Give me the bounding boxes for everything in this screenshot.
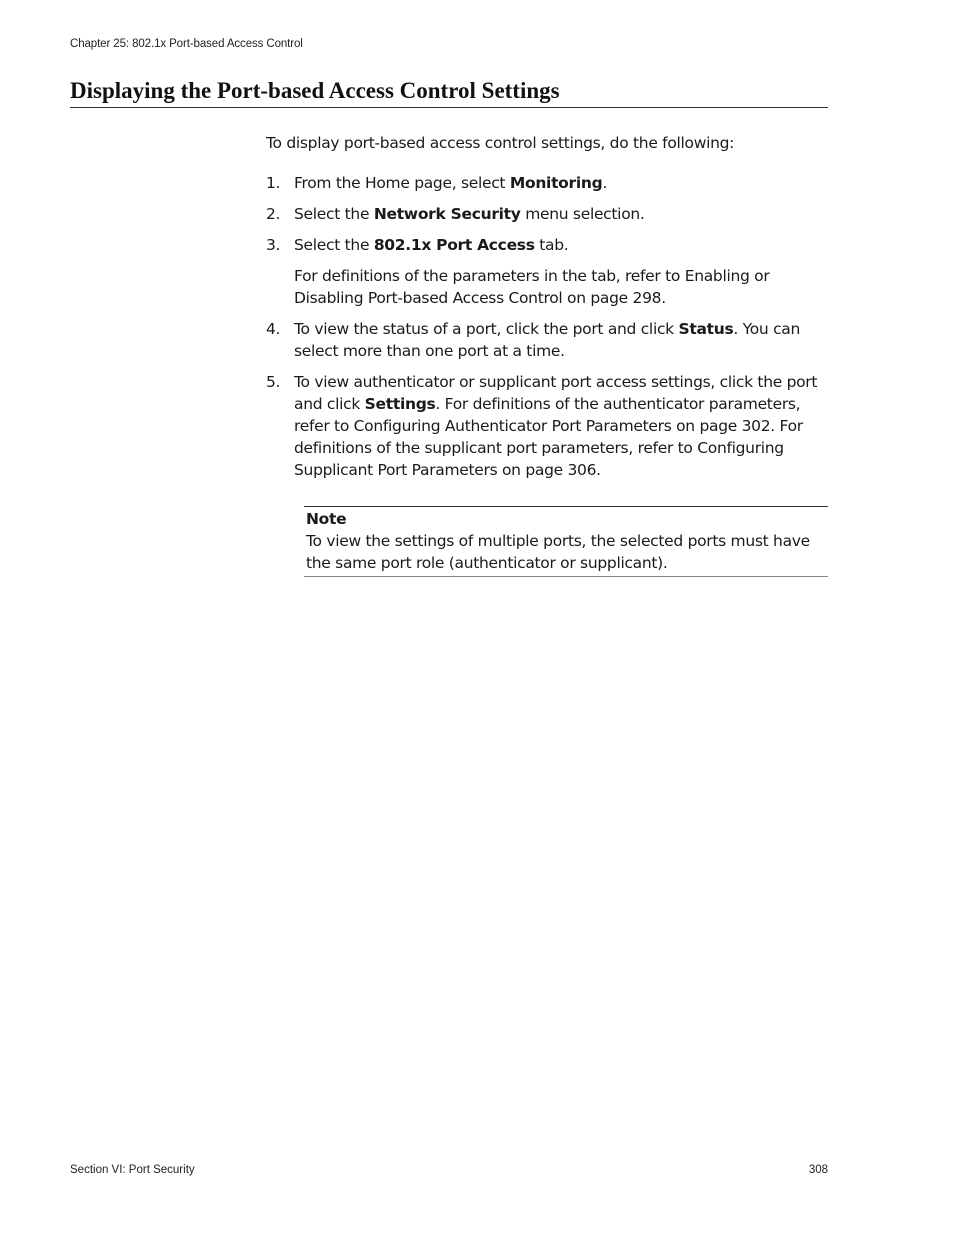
step-text: To view the status of a port, click the port and click (294, 320, 679, 338)
step-text: Select the (294, 236, 374, 254)
step-text: From the Home page, select (294, 174, 510, 192)
ui-term: Status (678, 320, 734, 338)
running-header: Chapter 25: 802.1x Port-based Access Control (70, 38, 303, 50)
list-item (266, 318, 828, 362)
list-item (266, 203, 828, 225)
ui-term: Settings (364, 395, 436, 413)
footer-section: Section VI: Port Security (70, 1164, 195, 1176)
note-box (304, 506, 828, 577)
step-text: Select the (294, 205, 374, 223)
steps-list (266, 172, 828, 481)
intro-paragraph: To display port-based access control settings, do the following: (266, 134, 735, 152)
note-label: Note (306, 510, 347, 528)
list-item (266, 371, 828, 481)
body-content (266, 132, 828, 577)
step-text: menu selection. (520, 205, 645, 223)
step-number: 3. (266, 236, 281, 254)
ui-term: Monitoring (509, 174, 603, 192)
step-number: 4. (266, 320, 281, 338)
step-number: 2. (266, 205, 281, 223)
list-item (266, 234, 828, 309)
step-sub-paragraph: For definitions of the parameters in the tab, refer to Enabling or Disabling Port-based Access Control on page 298. (294, 267, 770, 307)
ui-term: Network Security (373, 205, 521, 223)
note-text: To view the settings of multiple ports, the selected ports must have the same port role (authenticator or supplicant). (306, 532, 810, 572)
section-title: Displaying the Port-based Access Control Settings (70, 78, 828, 108)
page-number: 308 (808, 1164, 828, 1176)
step-text: . (602, 174, 608, 192)
ui-term: 802.1x Port Access (373, 236, 535, 254)
step-text: . You can select more than one port at a time. (294, 320, 801, 360)
step-number: 5. (266, 373, 281, 391)
step-text: . For definitions of the authenticator parameters, refer to Configuring Authenticator Port Parameters on page 302. For definitions of the supplicant port parameters, refer to Configuring Supplicant Port Parameters on page 306. (294, 395, 803, 479)
step-number: 1. (266, 174, 281, 192)
step-text: To view authenticator or supplicant port access settings, click the port and click (294, 373, 818, 413)
step-text: tab. (534, 236, 569, 254)
list-item (266, 172, 828, 194)
